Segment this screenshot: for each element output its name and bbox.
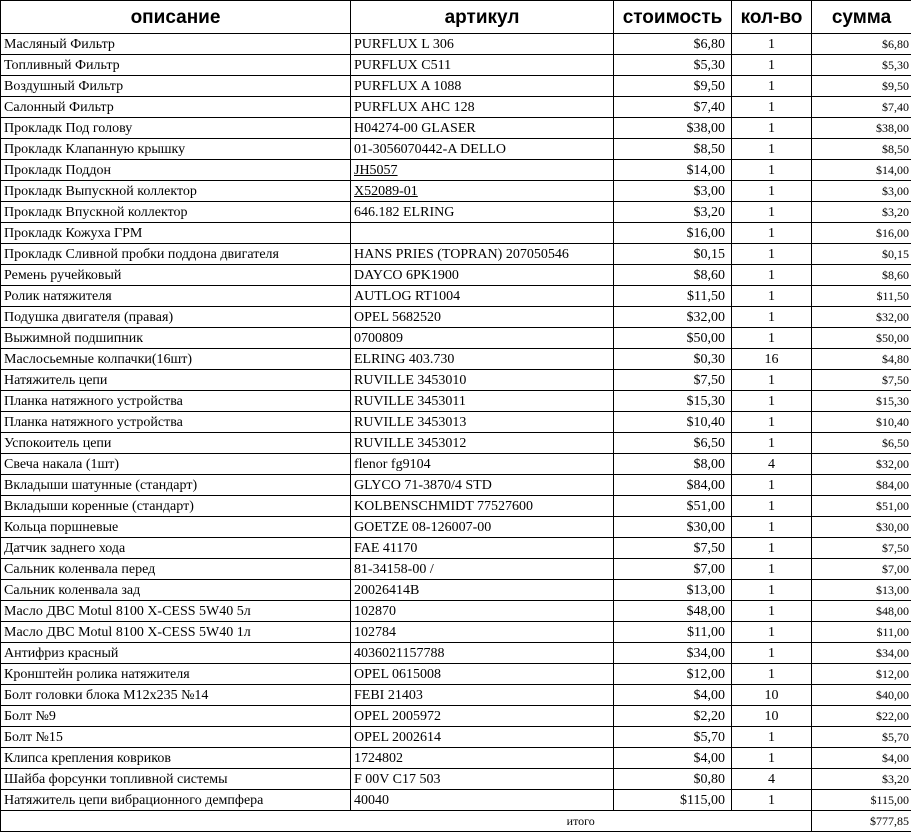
cell-cost[interactable]: $12,00 bbox=[614, 664, 732, 685]
cell-cost[interactable]: $38,00 bbox=[614, 118, 732, 139]
cell-sum[interactable]: $7,50 bbox=[812, 538, 911, 559]
cell-description[interactable]: Планка натяжного устройства bbox=[1, 412, 351, 433]
cell-article[interactable]: 646.182 ELRING bbox=[351, 202, 614, 223]
cell-cost[interactable]: $15,30 bbox=[614, 391, 732, 412]
table-row bbox=[1, 34, 911, 55]
cell-qty[interactable]: 4 bbox=[732, 454, 812, 475]
cell-description[interactable]: Шайба форсунки топливной системы bbox=[1, 769, 351, 790]
cell-sum[interactable]: $11,00 bbox=[812, 622, 911, 643]
table-row bbox=[1, 475, 911, 496]
cell-description[interactable]: Клипса крепления ковриков bbox=[1, 748, 351, 769]
table-row bbox=[1, 496, 911, 517]
cell-cost[interactable]: $11,50 bbox=[614, 286, 732, 307]
cell-sum[interactable]: $32,00 bbox=[812, 307, 911, 328]
cell-cost[interactable]: $8,50 bbox=[614, 139, 732, 160]
cell-qty[interactable]: 4 bbox=[732, 769, 812, 790]
cell-sum[interactable]: $9,50 bbox=[812, 76, 911, 97]
header-sum[interactable]: сумма bbox=[812, 1, 911, 34]
article-link[interactable]: X52089-01 bbox=[354, 184, 418, 199]
cell-article[interactable]: PURFLUX L 306 bbox=[351, 34, 614, 55]
cell-qty[interactable]: 1 bbox=[732, 223, 812, 244]
cell-sum[interactable]: $13,00 bbox=[812, 580, 911, 601]
table-row bbox=[1, 790, 911, 811]
cell-sum[interactable]: $8,50 bbox=[812, 139, 911, 160]
cell-article[interactable] bbox=[351, 223, 614, 244]
cell-description[interactable]: Топливный Фильтр bbox=[1, 55, 351, 76]
cell-description[interactable]: Натяжитель цепи bbox=[1, 370, 351, 391]
cell-qty[interactable]: 1 bbox=[732, 76, 812, 97]
table-row bbox=[1, 328, 911, 349]
cell-description[interactable]: Масло ДВС Motul 8100 X-CESS 5W40 5л bbox=[1, 601, 351, 622]
cell-description[interactable]: Выжимной подшипник bbox=[1, 328, 351, 349]
cell-article[interactable]: 0700809 bbox=[351, 328, 614, 349]
cell-description[interactable]: Прокладк Под голову bbox=[1, 118, 351, 139]
cell-description[interactable]: Успокоитель цепи bbox=[1, 433, 351, 454]
cell-description[interactable]: Прокладк Кожуха ГРМ bbox=[1, 223, 351, 244]
cell-qty[interactable]: 10 bbox=[732, 685, 812, 706]
table-row bbox=[1, 517, 911, 538]
cell-sum[interactable]: $3,20 bbox=[812, 769, 911, 790]
cell-article[interactable]: ELRING 403.730 bbox=[351, 349, 614, 370]
cell-sum[interactable]: $40,00 bbox=[812, 685, 911, 706]
cell-article[interactable]: 1724802 bbox=[351, 748, 614, 769]
cell-cost[interactable]: $5,30 bbox=[614, 55, 732, 76]
table-row bbox=[1, 307, 911, 328]
cell-cost[interactable]: $6,80 bbox=[614, 34, 732, 55]
cell-qty[interactable]: 1 bbox=[732, 748, 812, 769]
cell-sum[interactable]: $10,40 bbox=[812, 412, 911, 433]
cell-article[interactable]: AUTLOG RT1004 bbox=[351, 286, 614, 307]
table-row bbox=[1, 370, 911, 391]
table-row bbox=[1, 244, 911, 265]
cell-qty[interactable]: 1 bbox=[732, 433, 812, 454]
header-row bbox=[1, 1, 911, 34]
cell-description[interactable]: Болт №15 bbox=[1, 727, 351, 748]
cell-cost[interactable]: $9,50 bbox=[614, 76, 732, 97]
cell-sum[interactable]: $8,60 bbox=[812, 265, 911, 286]
cell-description[interactable]: Натяжитель цепи вибрационного демпфера bbox=[1, 790, 351, 811]
cell-description[interactable]: Ремень ручейковый bbox=[1, 265, 351, 286]
cell-cost[interactable]: $50,00 bbox=[614, 328, 732, 349]
cell-cost[interactable]: $48,00 bbox=[614, 601, 732, 622]
header-article[interactable]: артикул bbox=[351, 1, 614, 34]
cell-article[interactable]: FEBI 21403 bbox=[351, 685, 614, 706]
cell-qty[interactable]: 1 bbox=[732, 475, 812, 496]
cell-cost[interactable]: $3,20 bbox=[614, 202, 732, 223]
cell-description[interactable]: Прокладк Поддон bbox=[1, 160, 351, 181]
cell-article[interactable]: HANS PRIES (TOPRAN) 207050546 bbox=[351, 244, 614, 265]
cell-article[interactable]: DAYCO 6PK1900 bbox=[351, 265, 614, 286]
cell-sum[interactable]: $32,00 bbox=[812, 454, 911, 475]
cell-article[interactable]: 102870 bbox=[351, 601, 614, 622]
cell-article[interactable]: RUVILLE 3453011 bbox=[351, 391, 614, 412]
table-row bbox=[1, 286, 911, 307]
cell-description[interactable]: Сальник коленвала перед bbox=[1, 559, 351, 580]
cell-qty[interactable]: 1 bbox=[732, 34, 812, 55]
cell-qty[interactable]: 1 bbox=[732, 118, 812, 139]
cell-qty[interactable]: 1 bbox=[732, 664, 812, 685]
cell-sum[interactable]: $51,00 bbox=[812, 496, 911, 517]
cell-article[interactable]: H04274-00 GLASER bbox=[351, 118, 614, 139]
article-link[interactable]: JH5057 bbox=[354, 163, 398, 178]
table-row bbox=[1, 559, 911, 580]
cell-sum[interactable]: $7,40 bbox=[812, 97, 911, 118]
table-row bbox=[1, 202, 911, 223]
table-row bbox=[1, 538, 911, 559]
cell-article[interactable]: KOLBENSCHMIDT 77527600 bbox=[351, 496, 614, 517]
cell-cost[interactable]: $16,00 bbox=[614, 223, 732, 244]
cell-article[interactable]: flenor fg9104 bbox=[351, 454, 614, 475]
cell-article[interactable]: 40040 bbox=[351, 790, 614, 811]
cell-qty[interactable]: 1 bbox=[732, 643, 812, 664]
cell-sum[interactable]: $5,30 bbox=[812, 55, 911, 76]
header-description[interactable]: описание bbox=[1, 1, 351, 34]
cell-cost[interactable]: $7,50 bbox=[614, 370, 732, 391]
cell-sum[interactable]: $6,80 bbox=[812, 34, 911, 55]
cell-article[interactable]: 01-3056070442-A DELLO bbox=[351, 139, 614, 160]
table-row bbox=[1, 265, 911, 286]
cell-article[interactable]: PURFLUX C511 bbox=[351, 55, 614, 76]
cell-cost[interactable]: $0,80 bbox=[614, 769, 732, 790]
cell-qty[interactable]: 1 bbox=[732, 622, 812, 643]
cell-description[interactable]: Прокладк Сливной пробки поддона двигателя bbox=[1, 244, 351, 265]
cell-qty[interactable]: 1 bbox=[732, 580, 812, 601]
cell-description[interactable]: Вкладыши коренные (стандарт) bbox=[1, 496, 351, 517]
cell-article[interactable]: GLYCO 71-3870/4 STD bbox=[351, 475, 614, 496]
cell-cost[interactable]: $4,00 bbox=[614, 685, 732, 706]
table-row bbox=[1, 76, 911, 97]
cell-qty[interactable]: 1 bbox=[732, 244, 812, 265]
cell-description[interactable]: Болт головки блока М12х235 №14 bbox=[1, 685, 351, 706]
cell-sum[interactable]: $7,50 bbox=[812, 370, 911, 391]
cell-cost[interactable]: $0,15 bbox=[614, 244, 732, 265]
cell-qty[interactable]: 1 bbox=[732, 181, 812, 202]
cell-cost[interactable]: $11,00 bbox=[614, 622, 732, 643]
cell-description[interactable]: Маслосьемные колпачки(16шт) bbox=[1, 349, 351, 370]
table-row bbox=[1, 433, 911, 454]
cell-qty[interactable]: 1 bbox=[732, 601, 812, 622]
cell-cost[interactable]: $115,00 bbox=[614, 790, 732, 811]
table-row bbox=[1, 580, 911, 601]
table-row bbox=[1, 748, 911, 769]
cell-sum[interactable]: $12,00 bbox=[812, 664, 911, 685]
cell-sum[interactable]: $34,00 bbox=[812, 643, 911, 664]
cell-qty[interactable]: 1 bbox=[732, 265, 812, 286]
table-row bbox=[1, 349, 911, 370]
cell-qty[interactable]: 1 bbox=[732, 202, 812, 223]
cell-description[interactable]: Датчик заднего хода bbox=[1, 538, 351, 559]
cell-description[interactable]: Вкладыши шатунные (стандарт) bbox=[1, 475, 351, 496]
cell-description[interactable]: Масляный Фильтр bbox=[1, 34, 351, 55]
cell-sum[interactable]: $5,70 bbox=[812, 727, 911, 748]
cell-article[interactable]: 20026414B bbox=[351, 580, 614, 601]
cell-description[interactable]: Воздушный Фильтр bbox=[1, 76, 351, 97]
cell-description[interactable]: Подушка двигателя (правая) bbox=[1, 307, 351, 328]
cell-qty[interactable]: 1 bbox=[732, 307, 812, 328]
cell-article[interactable]: RUVILLE 3453013 bbox=[351, 412, 614, 433]
cell-sum[interactable]: $11,50 bbox=[812, 286, 911, 307]
table-row bbox=[1, 601, 911, 622]
cell-cost[interactable]: $3,00 bbox=[614, 181, 732, 202]
cell-article[interactable]: 102784 bbox=[351, 622, 614, 643]
cell-cost[interactable]: $84,00 bbox=[614, 475, 732, 496]
table-row bbox=[1, 622, 911, 643]
table-row bbox=[1, 160, 911, 181]
cell-sum[interactable]: $0,15 bbox=[812, 244, 911, 265]
table-row bbox=[1, 685, 911, 706]
table-row bbox=[1, 139, 911, 160]
cell-qty[interactable]: 1 bbox=[732, 412, 812, 433]
cell-article[interactable]: FAE 41170 bbox=[351, 538, 614, 559]
table-row bbox=[1, 769, 911, 790]
total-value[interactable]: $777,85 bbox=[812, 811, 911, 832]
cell-description[interactable]: Прокладк Клапанную крышку bbox=[1, 139, 351, 160]
cell-sum[interactable]: $6,50 bbox=[812, 433, 911, 454]
cell-article[interactable] bbox=[351, 181, 614, 202]
cell-cost[interactable]: $6,50 bbox=[614, 433, 732, 454]
cell-description[interactable]: Масло ДВС Motul 8100 X-CESS 5W40 1л bbox=[1, 622, 351, 643]
table-row bbox=[1, 454, 911, 475]
header-qty[interactable]: кол-во bbox=[732, 1, 812, 34]
cell-qty[interactable]: 1 bbox=[732, 97, 812, 118]
cell-qty[interactable]: 1 bbox=[732, 496, 812, 517]
cell-article[interactable]: PURFLUX AHC 128 bbox=[351, 97, 614, 118]
cell-description[interactable]: Прокладк Впускной коллектор bbox=[1, 202, 351, 223]
cell-cost[interactable]: $2,20 bbox=[614, 706, 732, 727]
cell-cost[interactable]: $13,00 bbox=[614, 580, 732, 601]
table-row bbox=[1, 706, 911, 727]
cell-description[interactable]: Прокладк Выпускной коллектор bbox=[1, 181, 351, 202]
table-row bbox=[1, 118, 911, 139]
table-row bbox=[1, 412, 911, 433]
cell-sum[interactable]: $30,00 bbox=[812, 517, 911, 538]
cell-sum[interactable]: $16,00 bbox=[812, 223, 911, 244]
total-row bbox=[1, 811, 911, 832]
cell-qty[interactable]: 1 bbox=[732, 55, 812, 76]
cell-cost[interactable]: $30,00 bbox=[614, 517, 732, 538]
cell-cost[interactable]: $8,00 bbox=[614, 454, 732, 475]
cell-description[interactable]: Свеча накала (1шт) bbox=[1, 454, 351, 475]
cell-sum[interactable]: $14,00 bbox=[812, 160, 911, 181]
cell-description[interactable]: Сальник коленвала зад bbox=[1, 580, 351, 601]
cell-article[interactable]: RUVILLE 3453010 bbox=[351, 370, 614, 391]
cell-sum[interactable]: $22,00 bbox=[812, 706, 911, 727]
total-spacer-cell[interactable] bbox=[1, 811, 351, 832]
table-body bbox=[1, 34, 911, 811]
cell-qty[interactable]: 10 bbox=[732, 706, 812, 727]
cell-article[interactable]: RUVILLE 3453012 bbox=[351, 433, 614, 454]
cell-qty[interactable]: 1 bbox=[732, 160, 812, 181]
cell-cost[interactable]: $32,00 bbox=[614, 307, 732, 328]
cell-qty[interactable]: 1 bbox=[732, 517, 812, 538]
total-label[interactable]: итого bbox=[351, 811, 812, 832]
cell-article[interactable] bbox=[351, 160, 614, 181]
cell-article[interactable]: GOETZE 08-126007-00 bbox=[351, 517, 614, 538]
cell-description[interactable]: Ролик натяжителя bbox=[1, 286, 351, 307]
cell-cost[interactable]: $10,40 bbox=[614, 412, 732, 433]
table-row bbox=[1, 223, 911, 244]
cell-description[interactable]: Антифриз красный bbox=[1, 643, 351, 664]
table-row bbox=[1, 391, 911, 412]
cell-description[interactable]: Болт №9 bbox=[1, 706, 351, 727]
header-cost[interactable]: стоимость bbox=[614, 1, 732, 34]
cell-article[interactable]: OPEL 5682520 bbox=[351, 307, 614, 328]
cell-article[interactable]: PURFLUX A 1088 bbox=[351, 76, 614, 97]
cell-description[interactable]: Кронштейн ролика натяжителя bbox=[1, 664, 351, 685]
cell-sum[interactable]: $48,00 bbox=[812, 601, 911, 622]
cell-sum[interactable]: $3,20 bbox=[812, 202, 911, 223]
cell-qty[interactable]: 1 bbox=[732, 139, 812, 160]
table-row bbox=[1, 55, 911, 76]
cell-cost[interactable]: $0,30 bbox=[614, 349, 732, 370]
cell-cost[interactable]: $4,00 bbox=[614, 748, 732, 769]
cell-sum[interactable]: $15,30 bbox=[812, 391, 911, 412]
cell-qty[interactable]: 1 bbox=[732, 328, 812, 349]
cell-sum[interactable]: $38,00 bbox=[812, 118, 911, 139]
cell-qty[interactable]: 1 bbox=[732, 286, 812, 307]
table-row bbox=[1, 181, 911, 202]
cell-sum[interactable]: $50,00 bbox=[812, 328, 911, 349]
cell-article[interactable]: OPEL 2002614 bbox=[351, 727, 614, 748]
cell-sum[interactable]: $4,00 bbox=[812, 748, 911, 769]
cell-description[interactable]: Планка натяжного устройства bbox=[1, 391, 351, 412]
cell-description[interactable]: Салонный Фильтр bbox=[1, 97, 351, 118]
cell-sum[interactable]: $3,00 bbox=[812, 181, 911, 202]
cell-cost[interactable]: $51,00 bbox=[614, 496, 732, 517]
cell-qty[interactable]: 1 bbox=[732, 370, 812, 391]
cell-article[interactable]: 4036021157788 bbox=[351, 643, 614, 664]
cell-sum[interactable]: $7,00 bbox=[812, 559, 911, 580]
cell-qty[interactable]: 16 bbox=[732, 349, 812, 370]
cell-sum[interactable]: $115,00 bbox=[812, 790, 911, 811]
cell-article[interactable]: OPEL 0615008 bbox=[351, 664, 614, 685]
cell-cost[interactable]: $8,60 bbox=[614, 265, 732, 286]
cell-cost[interactable]: $7,00 bbox=[614, 559, 732, 580]
cell-article[interactable]: 81-34158-00 / bbox=[351, 559, 614, 580]
table-row bbox=[1, 664, 911, 685]
cell-qty[interactable]: 1 bbox=[732, 391, 812, 412]
table-row bbox=[1, 727, 911, 748]
cell-qty[interactable]: 1 bbox=[732, 538, 812, 559]
cell-article[interactable]: F 00V C17 503 bbox=[351, 769, 614, 790]
cell-qty[interactable]: 1 bbox=[732, 790, 812, 811]
cell-cost[interactable]: $34,00 bbox=[614, 643, 732, 664]
cell-cost[interactable]: $7,40 bbox=[614, 97, 732, 118]
cell-qty[interactable]: 1 bbox=[732, 559, 812, 580]
cell-article[interactable]: OPEL 2005972 bbox=[351, 706, 614, 727]
table-row bbox=[1, 643, 911, 664]
cell-sum[interactable]: $4,80 bbox=[812, 349, 911, 370]
cell-cost[interactable]: $7,50 bbox=[614, 538, 732, 559]
cell-cost[interactable]: $5,70 bbox=[614, 727, 732, 748]
cell-description[interactable]: Кольца поршневые bbox=[1, 517, 351, 538]
cell-cost[interactable]: $14,00 bbox=[614, 160, 732, 181]
table-row bbox=[1, 97, 911, 118]
cell-sum[interactable]: $84,00 bbox=[812, 475, 911, 496]
cell-qty[interactable]: 1 bbox=[732, 727, 812, 748]
